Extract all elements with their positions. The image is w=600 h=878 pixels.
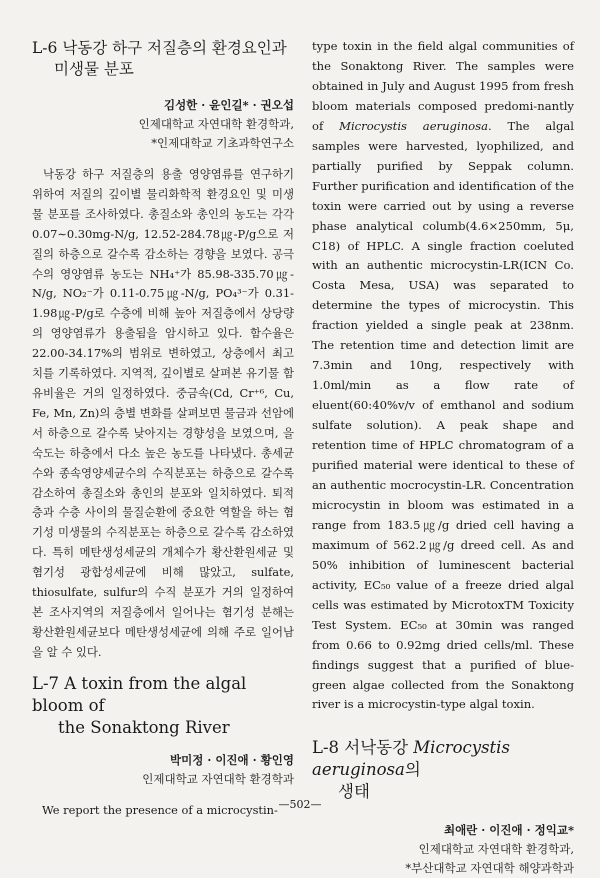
left-column (32, 38, 294, 821)
l7-body-part1: type toxin in the field algal communities of the Sonaktong River. The samples were obtained in July and August 1995 from fresh bloom materials composed predomi-nantly of (312, 39, 574, 133)
l6-title-line2: 미생물 분포 (54, 60, 134, 78)
l7-title-line2: the Sonaktong River (58, 717, 230, 737)
l6-title-line1: L-6 낙동강 하구 저질층의 환경요인과 (32, 39, 287, 57)
l6-authors: 김성한 · 윤인길* · 권오섭 (163, 98, 294, 112)
l7-body-part2: . The algal samples were harvested, lyophilized, and partially purified by Seppak column. Further purification and identification of the toxin were carried out by using a reverse phase analytical columb(4.6×250mm, 5μ, C18) of HPLC. A single fraction coeluted with an authentic microcystin-LR(ICN Co. Costa Mesa, USA) was separated to determine the types of microcystin. This fraction yielded a single peak at 238nm. The retention time and detection limit are 7.3min and 10ng, respectively with 1.0ml/min as a flow rate of eluent(60:40%v/v of emthanol and sodium sulfate solution). A peak shape and retention time of HPLC chromatogram of a purified material were identical to these of an authentic mocrocystin-LR. Concentration microcystin in bloom was estimated in a range from 183.5㎍/g dried cell having a maximum of 562.2㎍/g dreed cell. As and 50% inhibition of luminescent bacterial activity, EC₅₀ value of a freeze dried algal cells was estimated by MicrotoxTM Toxicity Test System. EC₅₀ at 30min was ranged from 0.66 to 0.92mg dried cells/ml. These findings suggest that a purified of blue-green algae collected from the Sonaktong river is a microcystin-type algal toxin. (312, 118, 574, 712)
l7-authors: 박미정 · 이진애 · 황인영 (169, 752, 294, 767)
l8-affiliation-1: 인제대학교 자연대학 환경학과, (418, 842, 574, 857)
abstract-l6-title (32, 38, 294, 80)
l6-abstract-body: 낙동강 하구 저질층의 용출 영양염류를 연구하기 위하여 저질의 깊이별 물리화학적 환경요인 및 미생물 분포를 조사하였다. 총질소와 총인의 농도는 각각 0.07∼0.30mg-N/g, 12.52-284.78㎍-P/g으로 저질의 하층으로 갈수록 감소하는 경향을 보였다. 공극수의 영양염류 농도는 NH₄⁺가 85.98-335.70㎍-N/g, NO₂⁻가 0.11-0.75㎍-N/g, PO₄³⁻가 0.31-1.98㎍-P/g로 수층에 비해 높아 저질층에서 상당량의 영양염류가 용출됨을 암시하고 있다. 함수율은 22.00-34.17%의 범위로 변하였고, 상층에서 최고치를 기록하였다. 지역적, 깊이별로 살펴본 유기물 함유비율은 거의 일정하였다. 중금속(Cd, Cr⁺⁶, Cu, Fe, Mn, Zn)의 층별 변화를 살펴보면 물금과 선암에서 하층으로 갈수록 낮아지는 경향성을 보였으며, 을숙도는 하층에서 다소 높은 농도를 나타냈다. 총세균수와 종속영양세균수의 수직분포는 하층으로 갈수록 감소하여 총질소와 총인의 분포와 일치하였다. 퇴적층과 수층 사이의 물질순환에 중요한 역할을 하는 혐기성 미생물의 수직분포는 하층으로 갈수록 감소하였다. 특히 메탄생성세균의 개체수가 황산환원세균 및 혐기성 광합성세균에 비해 많았고, sulfate, thiosulfate, sulfur의 수직 분포가 거의 일정하여 본 조사지역의 저질층에서 일어나는 혐기성 분해는 황산환원세균보다 메탄생성세균에 의해 주로 일어남을 알 수 있다. (32, 167, 294, 659)
l6-affiliation-2: *인제대학교 기초과학연구소 (151, 136, 294, 150)
l8-title-line1 (312, 738, 510, 779)
l8-affiliation-2: *부산대학교 자연대학 해양과학과 (405, 861, 574, 876)
l7-abstract-body-start: We report the presence of a microcystin- (42, 802, 278, 817)
l7-affiliation-1: 인제대학교 자연대학 환경학과 (142, 771, 294, 786)
right-column (312, 38, 574, 878)
l7-title-line1: L-7 A toxin from the algal bloom of (32, 673, 247, 715)
l8-title-prefix: L-8 서낙동강 (312, 738, 414, 758)
l8-title-species: Microcystis aeruginosa (312, 738, 510, 780)
page-number: —502— (278, 798, 322, 811)
l8-title-line2: 생태 (338, 782, 370, 802)
l8-authors: 최애란 · 이진애 · 정익교* (443, 823, 574, 838)
abstract-l8-title (312, 737, 574, 803)
abstract-l7-title (32, 673, 294, 739)
l7-body-species: Microcystis aeruginosa (339, 118, 488, 133)
l8-title-suffix: 의 (404, 760, 421, 780)
l7-abstract-body-continued (312, 37, 574, 715)
l6-affiliation-1: 인제대학교 자연대학 환경학과, (138, 117, 294, 131)
